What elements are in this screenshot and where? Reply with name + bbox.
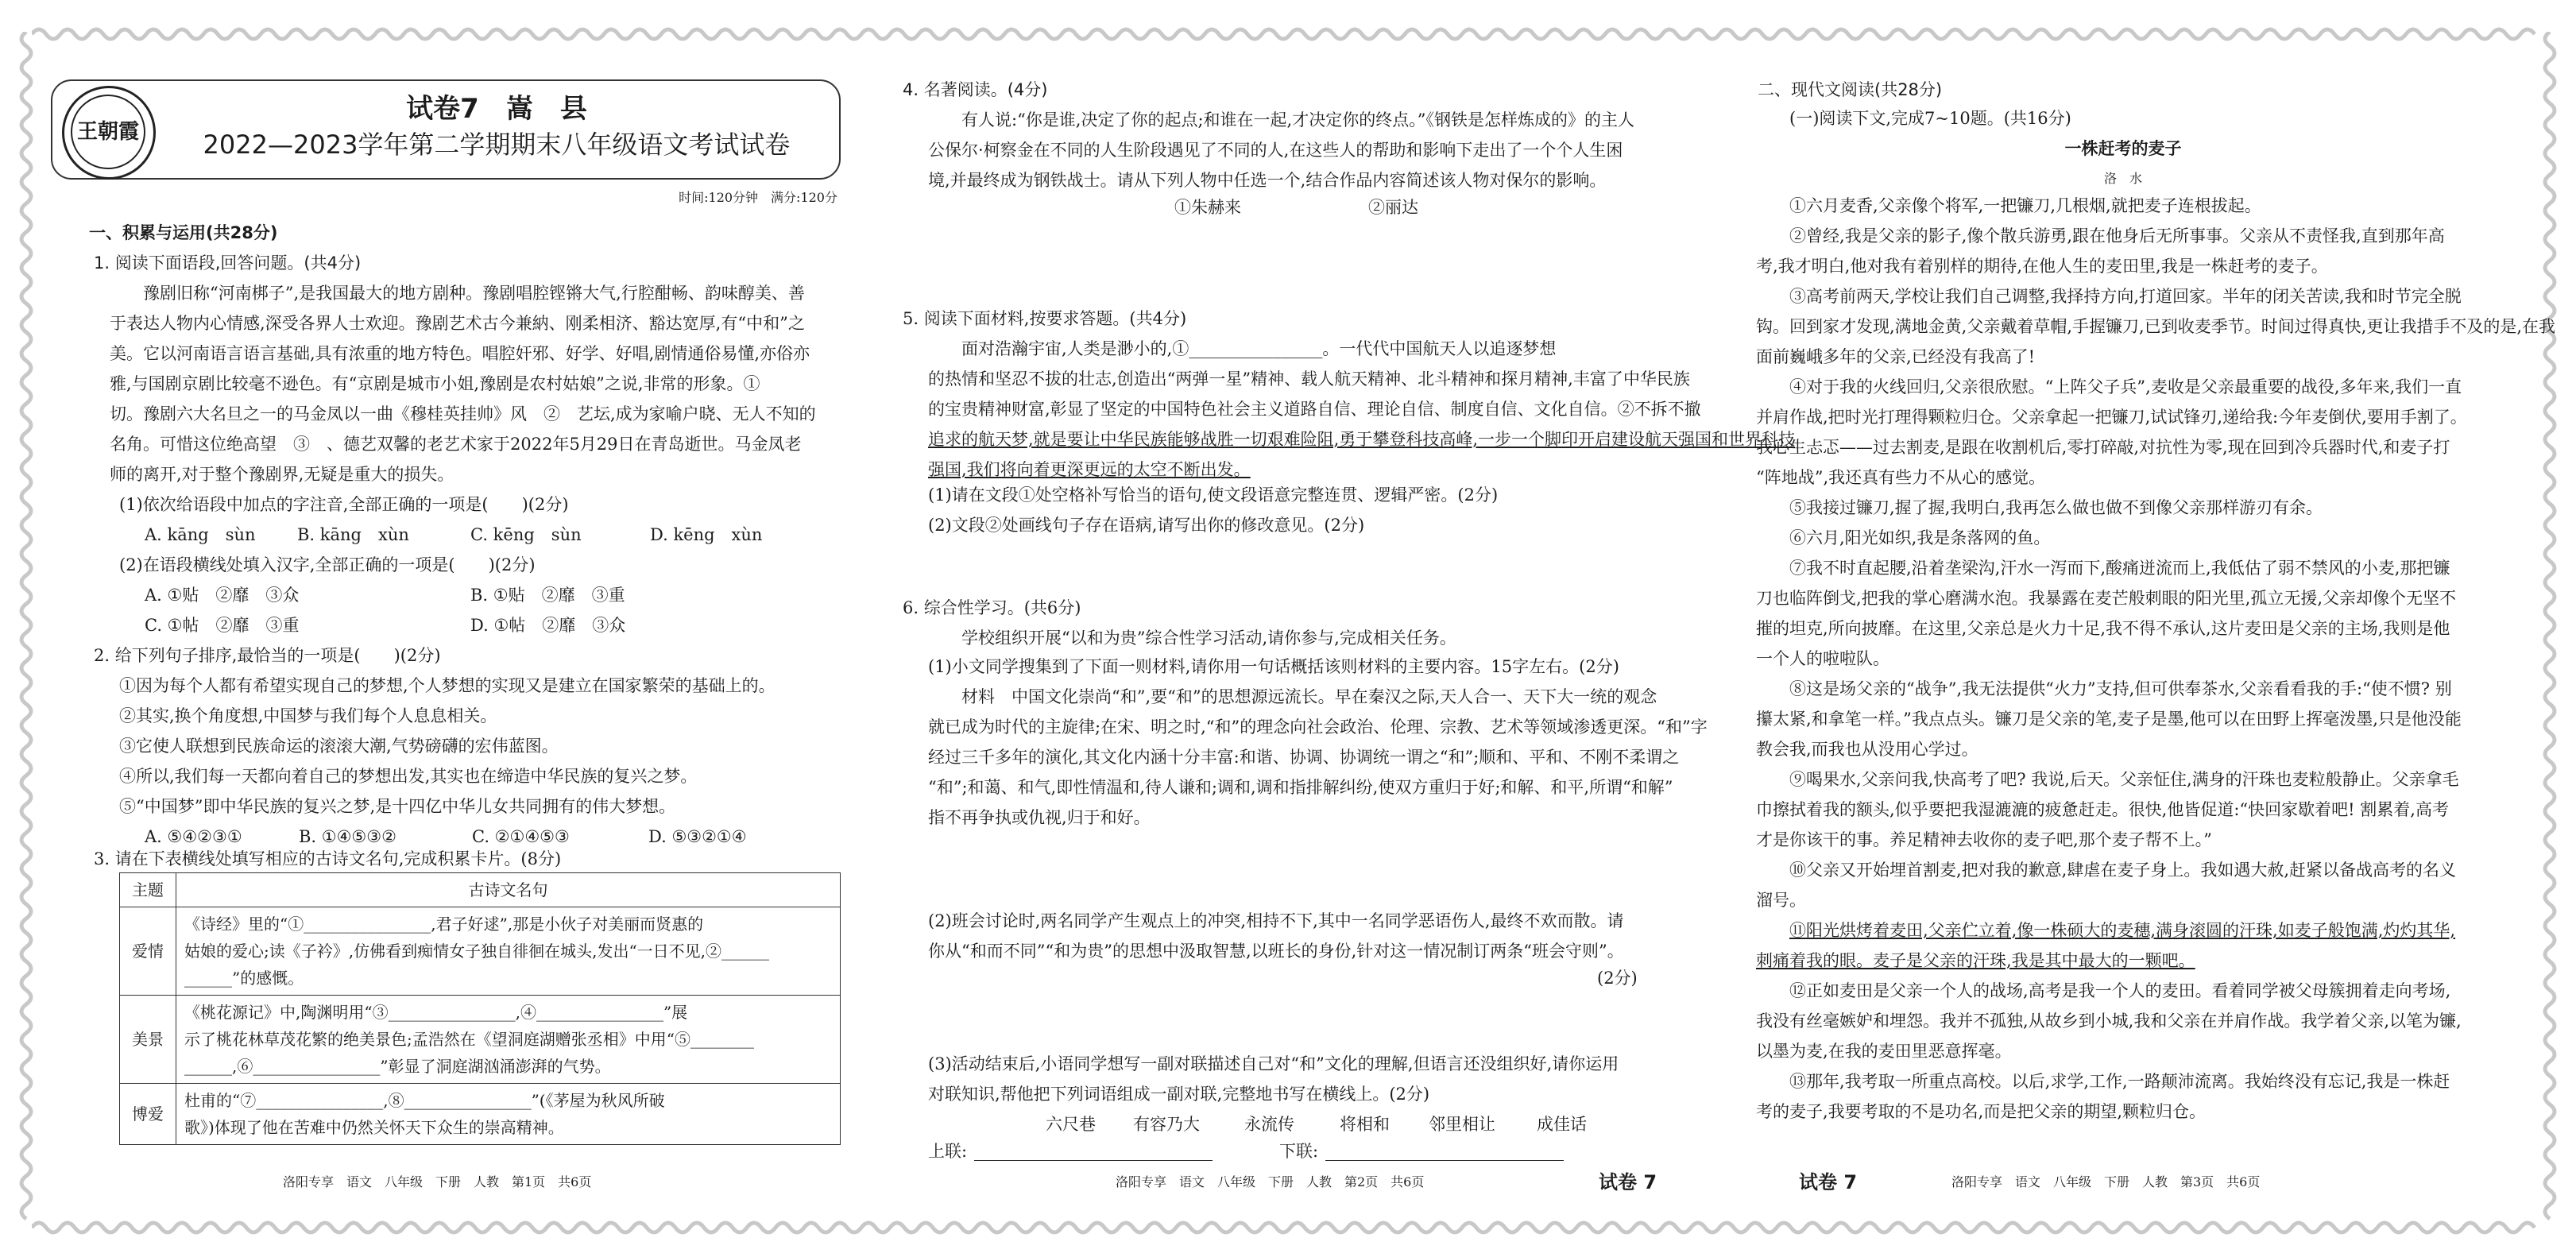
- story-line: 我没有丝毫嫉妒和埋怨。我并不孤独,从故乡到小城,我和父亲在并肩作战。我学着父亲,以笔为镰,: [1756, 1011, 2462, 1031]
- q1-option-a[interactable]: A. kāng sùn: [145, 525, 256, 544]
- section-1-heading: 一、积累与运用(共28分): [89, 223, 278, 242]
- q2-item: ③它使人联想到民族命运的滚滚大潮,气势磅礴的宏伟蓝图。: [119, 737, 559, 756]
- q6-sub3: [928, 1049, 1619, 1109]
- q5-line: 面对浩瀚宇宙,人类是渺小的,①________________。一代代中国航天人以追逐梦想: [961, 339, 1557, 358]
- couplet-word: 永流传: [1244, 1115, 1294, 1134]
- q2-option-b[interactable]: B. ①④⑤③②: [299, 827, 396, 846]
- q4-option-2[interactable]: ②丽达: [1368, 198, 1418, 217]
- q5-line: 的宝贵精神财富,彰显了坚定的中国特色社会主义道路自信、理论自信、制度自信、文化自信。②不拆不撤: [928, 400, 1701, 419]
- q5-line: 的热情和坚忍不拔的壮志,创造出“两弹一星”精神、载人航天精神、北斗精神和探月精神,丰富了中华民族: [928, 369, 1690, 389]
- story-line-underlined: 刺痛着我的眼。麦子是父亲的汗珠,我是其中最大的一颗吧。: [1756, 951, 2195, 970]
- q2-item: ⑤“中国梦”即中华民族的复兴之梦,是十四亿中华儿女共同拥有的伟大梦想。: [119, 797, 676, 816]
- upper-couplet-blank[interactable]: [974, 1160, 1213, 1161]
- story-line: 攥太紧,和拿笔一样。”我点点头。镰刀是父亲的笔,麦子是墨,他可以在田野上挥毫泼墨,只是他没能: [1756, 710, 2462, 729]
- lower-couplet-label: 下联:: [1279, 1142, 1319, 1161]
- publisher-logo: [62, 86, 156, 180]
- q1-option-c[interactable]: C. kēng sùn: [470, 525, 582, 544]
- bottom-wavy-border: [32, 1216, 2544, 1240]
- table-line: ______”的感慨。: [184, 969, 304, 988]
- q1-option-2d[interactable]: D. ①帖 ②靡 ③众: [470, 616, 626, 635]
- table-cell-lines[interactable]: [176, 907, 841, 996]
- q6-title: 6. 综合性学习。(共6分): [903, 598, 1081, 617]
- q6-sub2-line: (2)班会讨论时,两名同学产生观点上的冲突,相持不下,其中一名同学恶语伤人,最终不欢而散。请: [928, 911, 1624, 930]
- table-row: [120, 1084, 841, 1145]
- story-line: ⑨喝果水,父亲问我,快高考了吧? 我说,后天。父亲怔住,满身的汗珠也麦粒般静止。父亲拿毛: [1789, 770, 2459, 789]
- q1-option-b[interactable]: B. kāng xùn: [297, 525, 409, 544]
- story-line: ③高考前两天,学校让我们自己调整,我择持方向,打道回家。半年的闭关苦读,我和时节完全脱: [1789, 287, 2462, 306]
- exam-title: 试卷7 嵩 县: [406, 93, 587, 125]
- upper-couplet-label: 上联:: [928, 1142, 968, 1161]
- q6-sub2: [928, 906, 1624, 966]
- juan-label-right: 试卷 7: [1799, 1171, 1858, 1193]
- story-line: ⑥六月,阳光如织,我是条落网的鱼。: [1789, 528, 2051, 547]
- q1-passage: [110, 278, 841, 489]
- table-row: [120, 996, 841, 1084]
- story-line: ①六月麦香,父亲像个将军,一把镰刀,几根烟,就把麦子连根拔起。: [1789, 196, 2261, 215]
- table-cell-lines[interactable]: [176, 996, 841, 1084]
- table-line: ______,⑥________________”彰显了洞庭湖汹涌澎湃的气势。: [184, 1057, 611, 1076]
- q1-title: 1. 阅读下面语段,回答问题。(共4分): [94, 253, 362, 273]
- q2-items: [119, 671, 776, 822]
- couplet-word: 将相和: [1340, 1115, 1390, 1134]
- q1-passage-line: 于表达人物内心情感,深受各界人士欢迎。豫剧艺术古今兼納、刚柔相济、豁达宽厚,有“中和”之: [110, 314, 805, 333]
- story-line: 并肩作战,把时光打理得颗粒归仓。父亲拿起一把镰刀,试试锋刃,递给我:今年麦倒伏,要用手割了。: [1756, 408, 2467, 427]
- story-line: ⑩父亲又开始埋首割麦,把对我的歉意,肆虐在麦子身上。我如遇大赦,赶紧以备战高考的名义: [1789, 861, 2457, 880]
- story-line: ⑦我不时直起腰,沿着垄梁沟,汗水一泻而下,酸痛迸流而上,我低估了弱不禁风的小麦,那把镰: [1789, 559, 2450, 578]
- table-row: [120, 907, 841, 996]
- story-line: 才是你该干的事。养足精神去收你的麦子吧,那个麦子帮不上。”: [1756, 830, 2212, 849]
- story-line: 面前巍峨多年的父亲,已经没有我高了!: [1756, 347, 2036, 366]
- table-line: 《桃花源记》中,陶渊明用“③________________,④________________”展: [184, 1003, 688, 1022]
- q5-sub2: (2)文段②处画线句子存在语病,请写出你的修改意见。(2分): [928, 516, 1365, 535]
- q6-material-line: 指不再争执或仇视,归于和好。: [928, 808, 1151, 827]
- story-line: 以墨为麦,在我的麦田里恶意挥毫。: [1756, 1042, 2012, 1061]
- q4-passage: [928, 105, 1634, 195]
- q5-line-underlined: 强国,我们将向着更深更远的太空不断出发。: [928, 460, 1251, 479]
- story-line: 我心生忐忑——过去割麦,是跟在收割机后,零打碎敲,对抗性为零,现在回到冷兵器时代,和麦子打: [1756, 438, 2450, 457]
- story-line-underlined: ⑪阳光烘烤着麦田,父亲伫立着,像一株硕大的麦穗,满身滚圆的汗珠,如麦子般饱满,灼灼其华,: [1789, 921, 2456, 940]
- story-line: 巾擦拭着我的额头,似乎要把我湿漉漉的疲惫赶走。很快,他皆促道:“快回家歇着吧! 割累着,高考: [1756, 800, 2449, 819]
- lower-couplet-blank[interactable]: [1325, 1160, 1564, 1161]
- story-line: 考的麦子,我要考取的不是功名,而是把父亲的期望,颗粒归仓。: [1756, 1102, 2207, 1121]
- table-line: 歌》)体现了他在苦难中仍然关怀天下众生的崇高精神。: [184, 1118, 564, 1137]
- story-line: 溜号。: [1756, 891, 1806, 910]
- q6-sub1: (1)小文同学搜集到了下面一则材料,请你用一句话概括该则材料的主要内容。15字左右。(2分): [928, 657, 1619, 676]
- q6-material-line: “和”;和蔼、和气,即性情温和,待人谦和;调和,调和指排解纠纷,使双方重归于好;和解、和平,所谓“和解”: [928, 778, 1673, 797]
- q2-option-a[interactable]: A. ⑤④②③①: [145, 827, 242, 846]
- table-cell-theme: 美景: [120, 996, 176, 1084]
- story-line: 一个人的啦啦队。: [1756, 649, 1889, 668]
- table-line: 《诗经》里的“①________________,君子好逑”,那是小伙子对美丽而贤惠的: [184, 915, 704, 934]
- q6-sub2-line: 你从“和而不同”“和为贵”的思想中汲取智慧,以班长的身份,针对这一情况制订两条“班会守则”。: [928, 942, 1624, 961]
- q1-option-d[interactable]: D. kēng xùn: [650, 525, 763, 544]
- left-wavy-border: [14, 32, 38, 1224]
- story-line: 钩。回到家才发现,满地金黄,父亲戴着草帽,手握镰刀,已到收麦季节。时间过得真快,更让我措手不及的是,在我: [1756, 317, 2556, 336]
- table-cell-lines[interactable]: [176, 1084, 841, 1145]
- q1-passage-line: 名角。可惜这位绝高望 ③ 、德艺双馨的老艺术家于2022年5月29日在青岛逝世。马金凤老: [110, 435, 802, 454]
- q1-sub2: (2)在语段横线处填入汉字,全部正确的一项是( )(2分): [119, 555, 536, 574]
- right-wavy-border: [2538, 32, 2562, 1224]
- page-footer-3: 洛阳专享 语文 八年级 下册 人教 第3页 共6页: [1951, 1174, 2261, 1189]
- q6-sub3-line: 对联知识,帮他把下列词语组成一副对联,完整地书写在横线上。(2分): [928, 1085, 1430, 1104]
- q1-sub1: (1)依次给语段中加点的字注音,全部正确的一项是( )(2分): [119, 495, 569, 514]
- q1-option-2c[interactable]: C. ①帖 ②靡 ③重: [145, 616, 300, 635]
- poem-table: [119, 872, 841, 1145]
- q5-sub1: (1)请在文段①处空格补写恰当的语句,使文段语意完整连贯、逻辑严密。(2分): [928, 485, 1499, 505]
- table-cell-theme: 博爱: [120, 1084, 176, 1145]
- q6-material-line: 经过三千多年的演化,其文化内涵十分丰富:和谐、协调、协调统一谓之“和”;顺和、平和、不刚不柔谓之: [928, 748, 1680, 767]
- story-title: 一株赶考的麦子: [2064, 139, 2182, 158]
- table-line: 姑娘的爱心;读《子衿》,仿佛看到痴情女子独自徘徊在城头,发出“一日不见,②______: [184, 942, 770, 961]
- logo-text: 王朝霞: [71, 95, 145, 169]
- section-2-heading: 二、现代文阅读(共28分): [1758, 80, 1943, 99]
- story-line: ⑬那年,我考取一所重点高校。以后,求学,工作,一路颠沛流离。我始终没有忘记,我是一株赶: [1789, 1072, 2450, 1091]
- q4-line: 公保尔·柯察金在不同的人生阶段遇见了不同的人,在这些人的帮助和影响下走出了一个个人生困: [928, 141, 1623, 160]
- story-line: ⑧这是场父亲的“战争”,我无法提供“火力”支持,但可供奉茶水,父亲看看我的手:“使不惯? 别: [1789, 679, 2452, 698]
- story-line: ④对于我的火线回归,父亲很欣慰。“上阵父子兵”,麦收是父亲最重要的战役,多年来,我们一直: [1789, 377, 2462, 396]
- table-line: 杜甫的“⑦________________,⑧________________”(《茅屋为秋风所破: [184, 1091, 665, 1110]
- story-line: “阵地战”,我还真有些力不从心的感觉。: [1756, 468, 2046, 487]
- exam-subtitle: 2022—2023学年第二学期期末八年级语文考试试卷: [203, 130, 791, 160]
- top-wavy-border: [32, 22, 2544, 46]
- q4-option-1[interactable]: ①朱赫来: [1174, 198, 1241, 217]
- q1-passage-line: 师的离开,对于整个豫剧界,无疑是重大的损失。: [110, 465, 454, 484]
- juan-label: 试卷 7: [1599, 1171, 1657, 1193]
- table-header-theme: 主题: [120, 873, 176, 907]
- q6-sub3-line: (3)活动结束后,小语同学想写一副对联描述自己对“和”文化的理解,但语言还没组织好,请你运用: [928, 1054, 1619, 1073]
- q4-line: 境,并最终成为钢铁战士。请从下列人物中任选一个,结合作品内容简述该人物对保尔的影响。: [928, 171, 1607, 190]
- story-line: 考,我才明白,他对我有着别样的期待,在他人生的麦田里,我是一株赶考的麦子。: [1756, 257, 2328, 276]
- story-author: 洛 水: [2103, 171, 2142, 186]
- table-header-lines: 古诗文名句: [176, 873, 841, 907]
- table-cell-theme: 爱情: [120, 907, 176, 996]
- story-line: ⑫正如麦田是父亲一个人的战场,高考是我一个人的麦田。看着同学被父母簇拥着走向考场,: [1789, 981, 2451, 1000]
- q1-option-2b[interactable]: B. ①贴 ②靡 ③重: [470, 586, 625, 605]
- table-line: 示了桃花林草茂花繁的绝美景色;孟浩然在《望洞庭湖赠张丞相》中用“⑤________: [184, 1030, 754, 1049]
- q2-item: ①因为每个人都有希望实现自己的梦想,个人梦想的实现又是建立在国家繁荣的基础上的。: [119, 676, 776, 695]
- exam-meta: 时间:120分钟 满分:120分: [679, 190, 837, 205]
- page-footer-2: 洛阳专享 语文 八年级 下册 人教 第2页 共6页: [1116, 1174, 1425, 1189]
- q5-passage: [928, 334, 1795, 485]
- q1-option-2a[interactable]: A. ①贴 ②靡 ③众: [145, 586, 300, 605]
- part1-instructions: (一)阅读下文,完成7~10题。(共16分): [1789, 109, 2071, 128]
- q6-material-line: 就已成为时代的主旋律;在宋、明之时,“和”的理念向社会政治、伦理、宗教、艺术等领域渗透更深。“和”字: [928, 717, 1708, 737]
- couplet-word: 六尺巷: [1046, 1115, 1096, 1134]
- story-line: 刀也临阵倒戈,把我的掌心磨满水泡。我暴露在麦芒般刺眼的阳光里,孤立无援,父亲却像个无坚不: [1756, 589, 2457, 608]
- q6-sub2-score: (2分): [1597, 969, 1638, 988]
- q6-material-line: 材料 中国文化崇尚“和”,要“和”的思想源远流长。早在秦汉之际,天人合一、天下大一统的观念: [961, 687, 1657, 706]
- q2-option-d[interactable]: D. ⑤③②①④: [648, 827, 747, 846]
- q5-line-underlined: 追求的航天梦,就是要让中华民族能够战胜一切艰难险阻,勇于攀登科技高峰,一步一个脚印开启建设航天强国和世界科技: [928, 430, 1796, 449]
- q2-item: ②其实,换个角度想,中国梦与我们每个人息息相关。: [119, 706, 497, 725]
- story-line: 摧的坦克,所向披靡。在这里,父亲总是火力十足,我不得不承认,这片麦田是父亲的主场,我则是他: [1756, 619, 2450, 638]
- couplet-word: 有容乃大: [1133, 1115, 1200, 1134]
- story-line: 教会我,而我也从没用心学过。: [1756, 740, 1978, 759]
- q1-passage-line: 切。豫剧六大名旦之一的马金凤以一曲《穆桂英挂帅》风 ② 艺坛,成为家喻户晓、无人不知的: [110, 404, 816, 424]
- q5-title: 5. 阅读下面材料,按要求答题。(共4分): [903, 309, 1187, 328]
- q6-intro: 学校组织开展“以和为贵”综合性学习活动,请你参与,完成相关任务。: [961, 628, 1456, 648]
- q4-line: 有人说:“你是谁,决定了你的起点;和谁在一起,才决定你的终点。”《钢铁是怎样炼成的》的主人: [961, 110, 1634, 130]
- q3-title: 3. 请在下表横线处填写相应的古诗文名句,完成积累卡片。(8分): [94, 849, 562, 868]
- couplet-word: 邻里相让: [1429, 1115, 1495, 1134]
- q6-material: [928, 682, 1708, 833]
- q1-passage-line: 雅,与国剧京剧比较毫不逊色。有“京剧是城市小姐,豫剧是农村姑娘”之说,非常的形象。①: [110, 374, 760, 393]
- q1-passage-line: 美。它以河南语言语言基础,具有浓重的地方特色。唱腔奸邪、好学、好唱,剧情通俗易懂,亦俗亦: [110, 344, 810, 363]
- q2-title: 2. 给下列句子排序,最恰当的一项是( )(2分): [94, 646, 441, 665]
- couplet-word: 成佳话: [1537, 1115, 1587, 1134]
- q2-option-c[interactable]: C. ②①④⑤③: [472, 827, 570, 846]
- story-line: ⑤我接过镰刀,握了握,我明白,我再怎么做也做不到像父亲那样游刃有余。: [1789, 498, 2323, 517]
- story-body: [1756, 191, 2556, 1127]
- story-line: ②曾经,我是父亲的影子,像个散兵游勇,跟在他身后无所事事。父亲从不责怪我,直到那年高: [1789, 226, 2445, 246]
- page-footer-1: 洛阳专享 语文 八年级 下册 人教 第1页 共6页: [283, 1174, 592, 1189]
- q4-title: 4. 名著阅读。(4分): [903, 80, 1048, 99]
- q2-item: ④所以,我们每一天都向着自己的梦想出发,其实也在缔造中华民族的复兴之梦。: [119, 767, 698, 786]
- q1-passage-line: 豫剧旧称“河南梆子”,是我国最大的地方剧种。豫剧唱腔铿锵大气,行腔酣畅、韵味醇美、善: [143, 284, 805, 303]
